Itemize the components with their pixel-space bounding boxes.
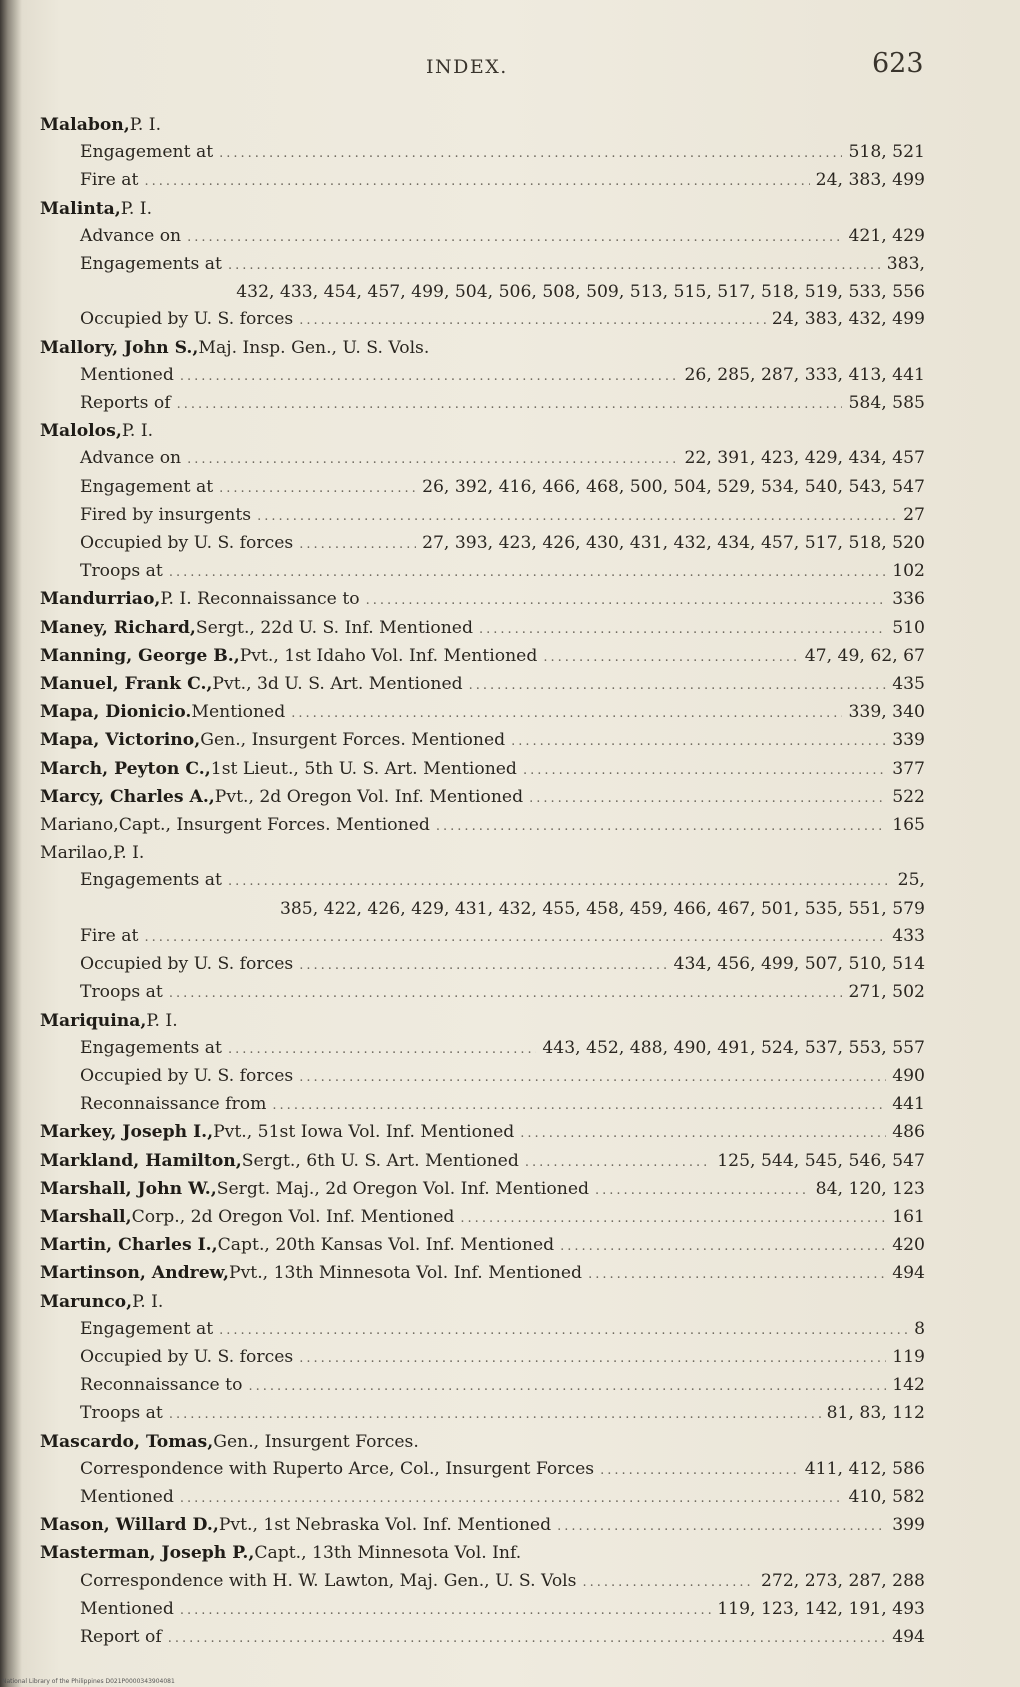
page-references: 27, 393, 423, 426, 430, 431, 432, 434, 457, 517, 518, 520 [422,533,925,554]
dot-leader [169,980,843,1007]
entry-description: Maj. Insp. Gen., U. S. Vols. [198,337,430,358]
entry-headword: Martinson, Andrew, [40,1263,230,1284]
page-references-continued: 385, 422, 426, 429, 431, 432, 455, 458, 459, 466, 467, 501, 535, 551, 579 [279,898,925,919]
page-references: 411, 412, 586 [804,1458,925,1479]
subentry-label: Engagements at [80,870,222,891]
dot-leader [180,1485,843,1512]
page-references: 377 [892,758,925,779]
subentry-label: Advance on [80,448,182,469]
subentry-row [40,1372,925,1400]
subentry-row [40,530,925,558]
entry-headword: Mariquina, [40,1010,147,1031]
dot-leader [187,446,678,473]
entry-description: 1st Lieut., 5th U. S. Art. Mentioned [210,758,517,779]
subentry-label: Reconnaissance to [80,1375,243,1396]
entry-headword: Martin, Charles I., [40,1235,218,1256]
page-references: 494 [892,1263,925,1284]
entry-heading-row [40,1232,925,1260]
entry-description: Corp., 2d Oregon Vol. Inf. Mentioned [131,1206,455,1227]
index-entry [40,196,925,335]
subentry-row [40,167,925,195]
entry-description: Mentioned [191,702,286,723]
subentry-row [40,445,925,473]
subentry-label: Occupied by U. S. forces [80,1065,294,1086]
page-references: 399 [892,1515,925,1536]
page-number: 623 [872,48,924,79]
entry-heading-row [40,335,925,362]
dot-leader [583,1569,755,1596]
subentry-label: Mentioned [80,364,174,385]
page-references: 494 [892,1626,925,1647]
subentry-row [40,390,925,418]
page-references: 142 [892,1375,925,1396]
page-references: 84, 120, 123 [815,1178,925,1199]
subentry-label: Mentioned [80,1486,174,1507]
entry-heading-row [40,699,925,727]
page-references: 486 [892,1122,925,1143]
entry-description: Pvt., 2d Oregon Vol. Inf. Mentioned [214,786,524,807]
index-entry [40,1232,925,1260]
entry-heading-row [40,756,925,784]
entry-heading-row [40,1119,925,1147]
page-references: 26, 392, 416, 466, 468, 500, 504, 529, 534, 540, 543, 547 [422,476,925,497]
entry-description: Gen., Insurgent Forces. [213,1431,419,1452]
dot-leader [144,168,809,195]
entry-headword: Mandurriao, [40,589,161,610]
page-references: 161 [892,1206,925,1227]
index-entry [40,112,925,196]
dot-leader [219,140,842,167]
dot-leader [600,1457,799,1484]
page-references: 339 [892,730,925,751]
entry-description: Gen., Insurgent Forces. Mentioned [200,730,506,751]
entry-headword: Marunco, [40,1291,133,1312]
page-references: 125, 544, 545, 546, 547 [717,1150,925,1171]
entry-description: P. I. [129,115,162,135]
entry-heading-row [40,784,925,812]
subentry-row [40,1063,925,1091]
page-references: 421, 429 [848,225,925,246]
entry-description: Pvt., 1st Idaho Vol. Inf. Mentioned [239,645,538,666]
page-references: 271, 502 [848,982,925,1003]
index-entry [40,1289,925,1429]
index-entry [40,699,925,727]
entry-description: P. I. [113,843,145,864]
dot-leader [248,1373,886,1400]
entry-headword: Marilao, [40,843,114,864]
subentry-row [40,1484,925,1512]
entry-description: Capt., Insurgent Forces. Mentioned [118,815,430,836]
index-entry [40,671,925,699]
page-references: 490 [892,1065,925,1086]
entry-heading-row [40,1204,925,1232]
subentry-row [40,1400,925,1428]
dot-leader [469,672,887,699]
entry-heading-row [40,1260,925,1288]
subentry-row [40,1344,925,1372]
page-references: 383, [886,254,925,275]
dot-leader [228,868,892,895]
page-references: 434, 456, 499, 507, 510, 514 [673,954,925,975]
entry-headword: Manning, George B., [40,645,240,666]
index-entry [40,1540,925,1652]
dot-leader [291,700,842,727]
subentry-row [40,1456,925,1484]
dot-leader [187,224,842,251]
entry-headword: Mascardo, Tomas, [40,1431,214,1452]
subentry-row [40,223,925,251]
index-entry [40,1148,925,1176]
index-entry [40,1008,925,1120]
dot-leader [169,559,886,586]
page-references: 165 [892,815,925,836]
dot-leader [557,1513,886,1540]
entry-heading-row [40,418,925,445]
index-entry [40,1204,925,1232]
entry-headword: Maney, Richard, [40,617,196,638]
entry-headword: Markey, Joseph I., [40,1122,214,1143]
entry-description: P. I. [120,198,153,219]
entry-description: P. I. Reconnaissance to [160,589,360,610]
entry-description: P. I. [121,421,154,442]
dot-leader [168,1625,886,1652]
subentry-row [40,1568,925,1596]
dot-leader [219,1317,908,1344]
index-entry [40,756,925,784]
scan-credit: National Library of the Philippines D021P0000343904081 [2,1678,175,1685]
entry-description: Capt., 13th Minnesota Vol. Inf. [254,1543,522,1564]
entry-headword: Mapa, Victorino, [40,730,201,751]
subentry-row [40,1316,925,1344]
page-references: 102 [892,561,925,582]
entry-heading-row [40,643,925,671]
entry-heading-row [40,812,925,840]
page-references: 8 [914,1318,925,1339]
entry-headword: March, Peyton C., [40,758,211,779]
entry-headword: Mapa, Dionicio. [40,702,192,723]
index-entry [40,335,925,419]
page-references: 272, 273, 287, 288 [760,1570,925,1591]
dot-leader [366,587,887,614]
running-head: INDEX. [426,56,508,78]
page-references: 81, 83, 112 [826,1403,925,1424]
page-header [0,50,1020,90]
index-entry [40,1260,925,1288]
page-references: 24, 383, 432, 499 [771,309,925,330]
entry-description: Sergt., 22d U. S. Inf. Mentioned [195,617,473,638]
dot-leader [436,813,886,840]
subentry-label: Fired by insurgents [80,504,252,525]
index-list [40,112,925,1652]
page-references: 25, [897,870,925,891]
page-references-continued: 432, 433, 454, 457, 499, 504, 506, 508, 509, 513, 515, 517, 518, 519, 533, 556 [236,282,925,303]
subentry-label: Engagements at [80,1037,222,1058]
entry-description: Pvt., 1st Nebraska Vol. Inf. Mentioned [218,1515,552,1536]
entry-description: Capt., 20th Kansas Vol. Inf. Mentioned [217,1235,555,1256]
entry-description: Pvt., 13th Minnesota Vol. Inf. Mentioned [229,1263,583,1284]
index-entry [40,418,925,586]
entry-headword: Mallory, John S., [40,337,199,358]
page-references: 336 [892,589,925,610]
subentry-row [40,474,925,502]
subentry-row [40,558,925,586]
dot-leader [169,1401,821,1428]
subentry-label: Troops at [80,561,163,582]
dot-leader [511,728,886,755]
page-references: 522 [892,786,925,807]
subentry-row [40,139,925,167]
entry-headword: Mariano, [40,815,119,836]
page-references: 441 [892,1094,925,1115]
dot-leader [180,1597,711,1624]
dot-leader [299,952,667,979]
entry-heading-row [40,671,925,699]
entry-description: Sergt., 6th U. S. Art. Mentioned [241,1150,519,1171]
subentry-label: Troops at [80,1403,163,1424]
entry-headword: Marshall, [40,1206,132,1227]
dot-leader [460,1205,886,1232]
subentry-label: Engagement at [80,142,214,163]
entry-headword: Marshall, John W., [40,1178,217,1199]
page-references: 518, 521 [848,142,925,163]
index-entry [40,586,925,614]
page-references: 119, 123, 142, 191, 493 [717,1598,925,1619]
subentry-label: Correspondence with H. W. Lawton, Maj. Gen., U. S. Vols [80,1570,577,1591]
index-entry [40,727,925,755]
entry-description: Pvt., 51st Iowa Vol. Inf. Mentioned [213,1122,515,1143]
subentry-row [40,1624,925,1652]
entry-headword: Malabon, [40,115,130,135]
subentry-label: Engagements at [80,254,222,275]
entry-heading-row [40,1540,925,1567]
dot-leader [299,1064,886,1091]
subentry-label: Mentioned [80,1598,174,1619]
entry-heading-row [40,1289,925,1316]
page-references: 435 [892,674,925,695]
page-references: 119 [892,1346,925,1367]
entry-description: Pvt., 3d U. S. Art. Mentioned [212,674,463,695]
subentry-label: Engagement at [80,1318,214,1339]
dot-leader [219,475,416,502]
entry-headword: Malinta, [40,198,121,219]
page-references: 24, 383, 499 [815,170,925,191]
entry-heading-row [40,586,925,614]
subentry-label: Fire at [80,170,139,191]
page-references: 420 [892,1235,925,1256]
dot-leader [180,363,679,390]
subentry-label: Occupied by U. S. forces [80,533,294,554]
subentry-row [40,251,925,279]
subentry-label: Advance on [80,225,182,246]
entry-heading-row [40,196,925,223]
dot-leader [299,1345,886,1372]
dot-leader [529,785,886,812]
entry-heading-row [40,727,925,755]
entry-headword: Marcy, Charles A., [40,786,215,807]
entry-heading-row [40,1148,925,1176]
page-references: 47, 49, 62, 67 [804,645,925,666]
dot-leader [523,757,886,784]
dot-leader [257,503,897,530]
dot-leader [479,616,886,643]
page-references: 27 [903,504,925,525]
subentry-row [40,1596,925,1624]
dot-leader [228,1036,536,1063]
page-references: 510 [892,617,925,638]
subentry-row [40,1091,925,1119]
entry-description: P. I. [132,1291,164,1312]
subentry-row [40,306,925,334]
index-entry [40,1119,925,1147]
index-entry [40,784,925,812]
entry-heading-row [40,112,925,139]
subentry-row [40,502,925,530]
subentry-label: Troops at [80,982,163,1003]
page-references: 410, 582 [848,1486,925,1507]
subentry-row [40,951,925,979]
page-references: 22, 391, 423, 429, 434, 457 [684,448,925,469]
entry-heading-row [40,615,925,643]
entry-headword: Mason, Willard D., [40,1515,219,1536]
subentry-row [40,923,925,951]
subentry-label: Reconnaissance from [80,1094,267,1115]
dot-leader [299,531,416,558]
index-entry [40,812,925,840]
entry-heading-row [40,840,925,867]
entry-description: Sergt. Maj., 2d Oregon Vol. Inf. Mentioned [216,1178,590,1199]
index-entry [40,643,925,671]
subentry-label: Fire at [80,925,139,946]
subentry-label: Occupied by U. S. forces [80,1346,294,1367]
dot-leader [228,252,881,279]
dot-leader [272,1092,886,1119]
subentry-label: Report of [80,1626,162,1647]
subentry-row [40,1035,925,1063]
dot-leader [177,391,843,418]
subentry-label: Occupied by U. S. forces [80,309,294,330]
entry-heading-row [40,1512,925,1540]
page-references: 26, 285, 287, 333, 413, 441 [684,364,925,385]
index-entry [40,1512,925,1540]
entry-description: P. I. [146,1010,178,1031]
entry-headword: Markland, Hamilton, [40,1150,242,1171]
subentry-label: Engagement at [80,476,214,497]
entry-headword: Malolos, [40,421,122,442]
index-entry [40,1429,925,1513]
dot-leader [543,644,798,671]
subentry-row [40,362,925,390]
entry-headword: Masterman, Joseph P., [40,1543,255,1564]
dot-leader [299,307,766,334]
page-references: 339, 340 [848,702,925,723]
entry-heading-row [40,1008,925,1035]
page-references: 433 [892,925,925,946]
subentry-label: Correspondence with Ruperto Arce, Col., Insurgent Forces [80,1458,595,1479]
entry-heading-row [40,1429,925,1456]
index-entry [40,840,925,1007]
page-references: 443, 452, 488, 490, 491, 524, 537, 553, 557 [542,1037,925,1058]
subentry-label: Reports of [80,393,171,414]
index-entry [40,615,925,643]
subentry-row [40,867,925,895]
subentry-label: Occupied by U. S. forces [80,954,294,975]
subentry-row [40,979,925,1007]
dot-leader [595,1177,810,1204]
dot-leader [525,1149,711,1176]
index-entry [40,1176,925,1204]
dot-leader [588,1261,886,1288]
entry-heading-row [40,1176,925,1204]
dot-leader [560,1233,886,1260]
dot-leader [520,1120,886,1147]
entry-headword: Manuel, Frank C., [40,674,213,695]
page-references: 584, 585 [848,393,925,414]
dot-leader [144,924,886,951]
